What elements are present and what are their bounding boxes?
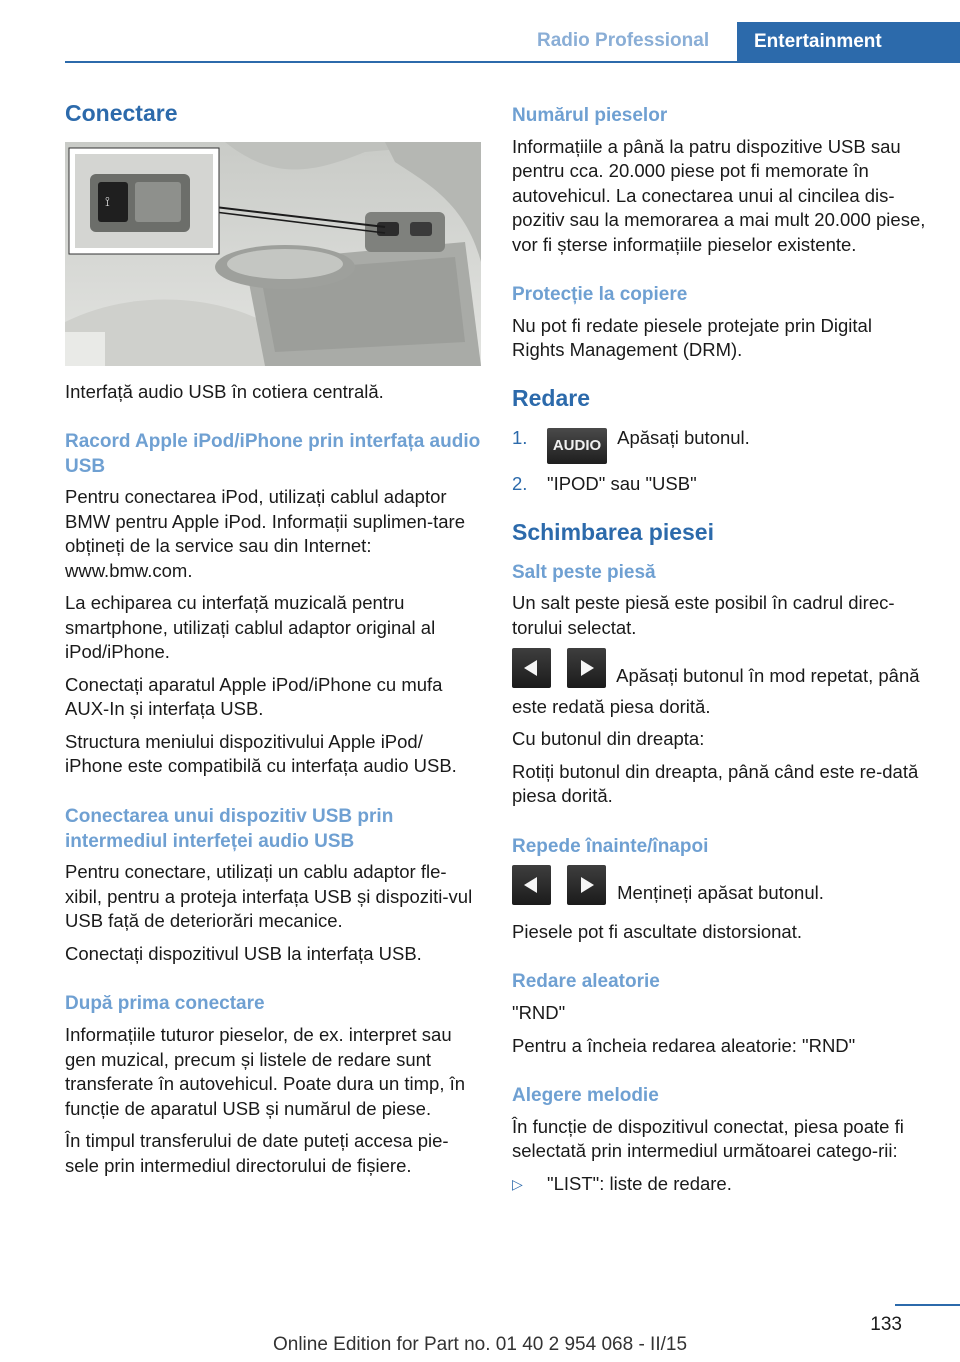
page-number: 133: [870, 1314, 902, 1335]
usb-interface-photo: [65, 142, 481, 366]
prev-next-buttons: [512, 648, 606, 695]
section-title-redare: Redare: [512, 384, 590, 411]
rewind-icon: [512, 865, 551, 905]
paragraph: Un salt peste piesă este posibil în cadrul direc‐torului selectat.: [512, 592, 895, 638]
paragraph: Pentru conectare, utilizați un cablu adaptor fle‐xibil, pentru a proteja interfața USB și dispoziti‐vul USB față de deteriorări mecanice.: [65, 861, 473, 932]
paragraph: Rotiți butonul din dreapta, până când este re‐dată piesa dorită.: [512, 760, 919, 807]
list-item-text: "LIST": liste de redare.: [547, 1172, 732, 1194]
list-item: [512, 426, 928, 464]
heading-skip-track: Salt peste piesă: [512, 561, 656, 583]
paragraph: La echiparea cu interfață muzicală pentru smartphone, utilizați cablul adaptor original al iPod/iPhone.: [65, 592, 436, 663]
category-list: [512, 1172, 928, 1197]
section-title-conectare: Conectare: [65, 100, 178, 126]
paragraph: Structura meniului dispozitivului Apple iPod/ iPhone este compatibilă cu interfața audio USB.: [65, 730, 457, 777]
paragraph: Piesele pot fi ascultate distorsionat.: [512, 920, 802, 942]
heading-usb-device: Conectarea unui dispozitiv USB prin intermediul interfeței audio USB: [65, 805, 394, 852]
paragraph: "RND": [512, 1002, 566, 1024]
heading-track-count: Numărul pieselor: [512, 105, 668, 126]
audio-button-icon: AUDIO: [547, 428, 607, 464]
left-column: [65, 100, 481, 1186]
header-tab-radio: Radio Professional: [537, 30, 710, 51]
heading-choose-track: Alegere melodie: [512, 1085, 659, 1107]
right-column: [512, 100, 928, 1204]
paragraph-with-buttons: [512, 865, 928, 912]
prev-track-icon: [512, 648, 551, 688]
header-tab-entertainment: Entertainment: [737, 22, 960, 62]
header-rule: [65, 61, 960, 63]
footer-rule: [895, 1304, 960, 1306]
paragraph: În timpul transferului de date puteți accesa pie‐sele prin intermediul directorului de fișiere.: [65, 1130, 449, 1176]
prev-next-buttons: [512, 865, 606, 912]
figure-caption: Interfață audio USB în cotiera centrală.: [65, 380, 384, 402]
list-item: [512, 1172, 928, 1197]
paragraph-with-buttons: [512, 648, 928, 719]
redare-steps: [512, 426, 928, 497]
paragraph: Informațiile tuturor pieselor, de ex. interpret sau gen muzical, precum și listele de redare sunt transferate în autovehicul. Poate dura un timp, în funcție de aparatul USB și numărul de piese.: [65, 1024, 466, 1119]
paragraph-text: Mențineți apăsat butonul.: [617, 882, 824, 904]
bullet-triangle-icon: ▷: [512, 1175, 523, 1192]
heading-copy-protection: Protecție la copiere: [512, 284, 688, 306]
fast-forward-icon: [567, 865, 606, 905]
next-track-icon: [567, 648, 606, 688]
heading-random-play: Redare aleatorie: [512, 971, 660, 993]
paragraph: Pentru conectarea iPod, utilizați cablul adaptor BMW pentru Apple iPod. Informații suplimen‐tare obțineți de la service sau din Internet: www.bmw.com.: [65, 486, 465, 581]
paragraph: Pentru a încheia redarea aleatorie: "RND": [512, 1034, 856, 1056]
heading-fast-forward: Repede înainte/înapoi: [512, 835, 709, 857]
paragraph: În funcție de dispozitivul conectat, piesa poate fi selectată prin intermediul următoarei catego‐rii:: [512, 1115, 904, 1162]
edition-note: Online Edition for Part no. 01 40 2 954 068 - II/15: [272, 1334, 688, 1355]
step-number: 2.: [512, 473, 528, 495]
paragraph: Cu butonul din dreapta:: [512, 728, 705, 750]
step-text: "IPOD" sau "USB": [547, 473, 697, 495]
paragraph-text: Apăsați butonul în mod repetat, până este redată piesa dorită.: [512, 665, 920, 717]
armrest-illustration: [65, 142, 481, 366]
paragraph: Conectați aparatul Apple iPod/iPhone cu mufa AUX-In și interfața USB.: [65, 673, 443, 720]
heading-first-connection: După prima conectare: [65, 993, 265, 1015]
paragraph: Conectați dispozitivul USB la interfața USB.: [65, 942, 422, 964]
paragraph: Nu pot fi redate piesele protejate prin Digital Rights Management (DRM).: [512, 314, 872, 361]
svg-text:⟟: ⟟: [105, 194, 110, 210]
step-number: 1.: [512, 427, 528, 449]
list-item: [512, 472, 928, 497]
heading-apple-ipod: Racord Apple iPod/iPhone prin interfața audio USB: [65, 431, 481, 477]
section-title-schimbare: Schimbarea piesei: [512, 518, 714, 545]
step-text: Apăsați butonul.: [617, 427, 750, 449]
paragraph: Informațiile a până la patru dispozitive USB sau pentru cca. 20.000 piese pot fi memorate în autovehicul. La conectarea unui al cincilea dis‐pozitiv sau la memorarea a mai mult 20.000 piese, vor fi șterse informațiile pieselor existente.: [512, 135, 926, 255]
